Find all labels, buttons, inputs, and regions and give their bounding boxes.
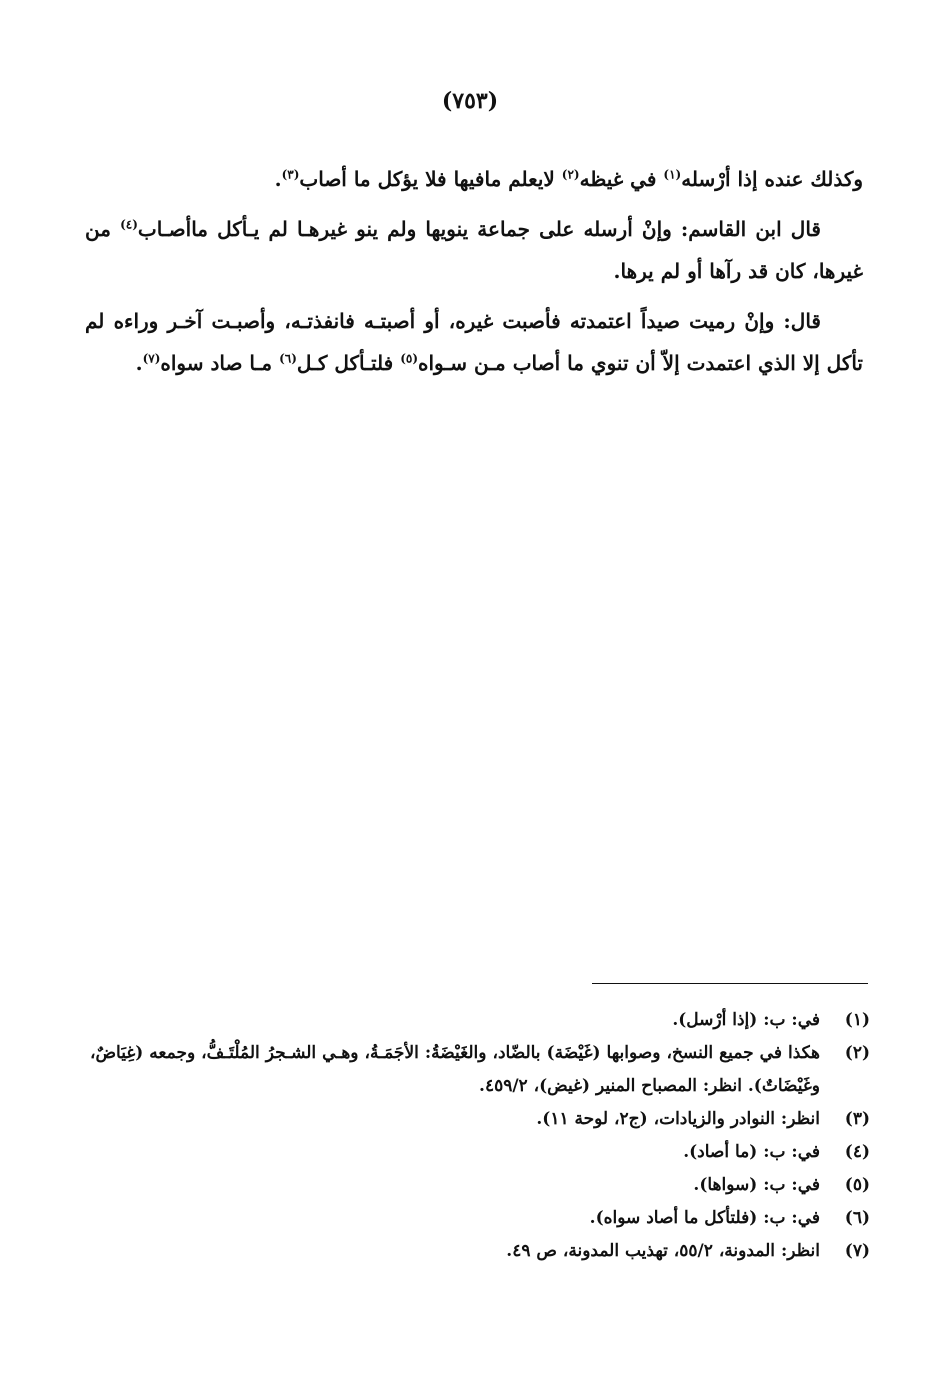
footnote-ref: (٦) bbox=[279, 351, 297, 366]
footnote bbox=[90, 1136, 870, 1169]
main-text bbox=[85, 158, 863, 392]
footnote-text: في: ب: (إذا أرْسل). bbox=[672, 1010, 820, 1030]
footnote-divider bbox=[592, 983, 868, 984]
footnote-number: (٣) bbox=[844, 1109, 870, 1129]
text-segment: مـا صاد سواه bbox=[160, 351, 280, 375]
footnote-ref: (٥) bbox=[400, 351, 419, 366]
paragraph-1 bbox=[85, 158, 863, 200]
footnote bbox=[90, 1037, 870, 1103]
paragraph-2 bbox=[85, 208, 863, 292]
footnote-ref: (٧) bbox=[142, 351, 161, 366]
footnote bbox=[90, 1202, 870, 1235]
footnote-text: في: ب: (ما أصاد). bbox=[683, 1142, 820, 1162]
footnote-number: (٢) bbox=[844, 1043, 870, 1063]
paragraph-3 bbox=[85, 300, 863, 384]
footnote-ref: (٤) bbox=[120, 217, 138, 232]
footnote-ref: (٢) bbox=[561, 167, 580, 182]
footnote-text: انظر: المدونة، ٥٥/٢، تهذيب المدونة، ص ٤٩. bbox=[506, 1241, 820, 1261]
text-segment: من غيرها، كان قد رآها أو لم يرها. bbox=[85, 217, 863, 283]
footnote-number: (٦) bbox=[844, 1208, 870, 1228]
text-segment: في غيظه bbox=[579, 167, 664, 191]
text-segment: قال: وإنْ رميت صيداً اعتمدته فأصبت غيره، أو أصبتـه فانفذتـه، وأصبـت آخـر وراءه لم تأكل إلا الذي اعتمدت إلاّ أن تنوي ما أصاب مـن سـواه bbox=[85, 309, 863, 375]
text-segment: . bbox=[274, 167, 282, 191]
footnote bbox=[90, 1235, 870, 1268]
footnote-number: (٧) bbox=[844, 1241, 870, 1261]
footnote-text: في: ب: (سواها). bbox=[693, 1175, 820, 1195]
footnote bbox=[90, 1103, 870, 1136]
footnote-ref: (١) bbox=[663, 167, 682, 182]
footnote-text: هكذا في جميع النسخ، وصوابها (غَيْضَة) بالضّاد، والغَيْضَةُ: الأجَمَـةُ، وهـي الشـجرُ المُلْتَـفُّ، وجمعه (غِيَاضٌ، وغَيْضَاتٌ). انظر: المصباح المنير (غيض)، ٤٥٩/٢. bbox=[90, 1043, 820, 1096]
footnote-ref: (٣) bbox=[281, 167, 300, 182]
text-segment: وكذلك عنده إذا أرْسله bbox=[681, 167, 863, 191]
footnote-number: (٤) bbox=[844, 1142, 870, 1162]
text-segment: فلتـأكل كـل bbox=[296, 351, 401, 375]
footnote-number: (٥) bbox=[844, 1175, 870, 1195]
footnote-number: (١) bbox=[844, 1010, 870, 1030]
footnotes bbox=[90, 1004, 870, 1268]
footnote bbox=[90, 1004, 870, 1037]
text-segment: . bbox=[135, 351, 143, 375]
footnote bbox=[90, 1169, 870, 1202]
text-segment: قال ابن القاسم: وإنْ أرسله على جماعة ينويها ولم ينو غيرهـا لم يـأكل ماأصـاب bbox=[137, 217, 821, 241]
page-number: (٧٥٣) bbox=[441, 88, 499, 114]
footnote-text: في: ب: (فلتأكل ما أصاد سواه). bbox=[589, 1208, 820, 1228]
text-segment: لايعلم مافيها فلا يؤكل ما أصاب bbox=[299, 167, 562, 191]
footnote-text: انظر: النوادر والزيادات، (ج٢، لوحة ١١). bbox=[536, 1109, 820, 1129]
